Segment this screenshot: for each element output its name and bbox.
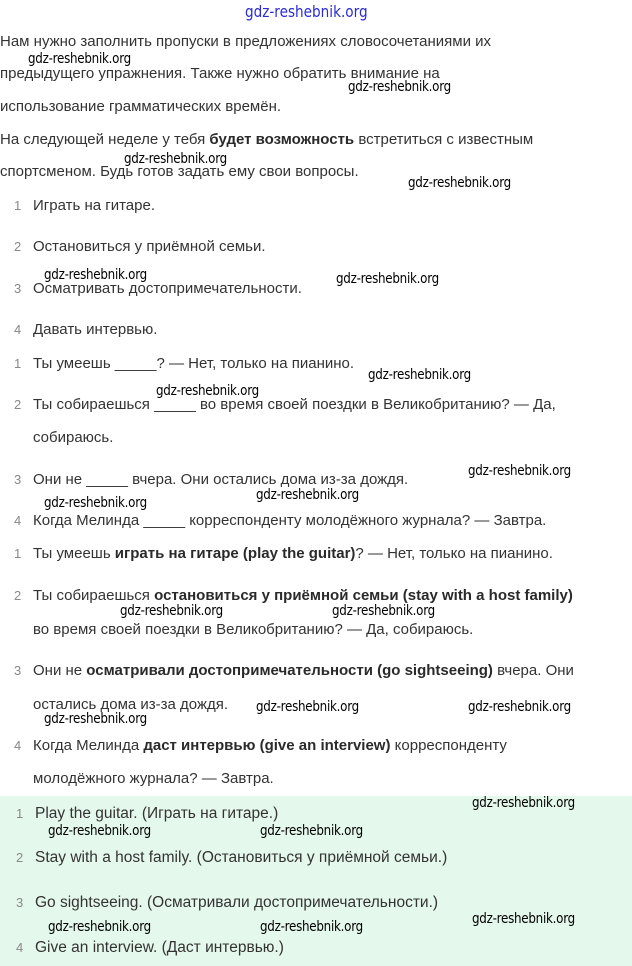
- item-number: 4: [14, 513, 22, 528]
- gap-sentence-cont: собираюсь.: [33, 429, 114, 446]
- watermark: gdz-reshebnik.org: [260, 919, 363, 935]
- watermark: gdz-reshebnik.org: [260, 823, 363, 839]
- watermark: gdz-reshebnik.org: [336, 271, 439, 287]
- phrase-item: Давать интервью.: [33, 321, 158, 338]
- task-line: спортсменом. Будь готов задать ему свои вопросы.: [0, 163, 359, 180]
- watermark: gdz-reshebnik.org: [48, 823, 151, 839]
- answer-item: Give an interview. (Даст интервью.): [35, 939, 284, 956]
- filled-sentence: Ты собираешься остановиться у приёмной семьи (stay with a host family): [33, 587, 573, 604]
- watermark: gdz-reshebnik.org: [44, 267, 147, 283]
- phrase-item: Осматривать достопримечательности.: [33, 280, 302, 297]
- filled-sentence: Ты умеешь играть на гитаре (play the guitar)? — Нет, только на пианино.: [33, 545, 553, 562]
- item-number: 3: [14, 663, 22, 678]
- item-number: 3: [14, 472, 22, 487]
- task-line: На следующей неделе у тебя будет возможность встретиться с известным: [0, 131, 534, 148]
- item-number: 2: [14, 397, 22, 412]
- item-number: 1: [14, 356, 22, 371]
- watermark: gdz-reshebnik.org: [332, 603, 435, 619]
- watermark: gdz-reshebnik.org: [245, 2, 368, 21]
- intro-line: Нам нужно заполнить пропуски в предложениях словосочетаниями их: [0, 33, 492, 50]
- item-number: 1: [16, 806, 24, 821]
- watermark: gdz-reshebnik.org: [368, 367, 471, 383]
- answer-item: Stay with a host family. (Остановиться у приёмной семьи.): [35, 849, 448, 866]
- item-number: 4: [16, 940, 24, 955]
- watermark: gdz-reshebnik.org: [124, 151, 227, 167]
- answer-item: Play the guitar. (Играть на гитаре.): [35, 805, 279, 822]
- item-number: 1: [14, 546, 22, 561]
- watermark: gdz-reshebnik.org: [28, 51, 131, 67]
- watermark: gdz-reshebnik.org: [48, 919, 151, 935]
- phrase-item: Играть на гитаре.: [33, 197, 155, 214]
- watermark: gdz-reshebnik.org: [468, 463, 571, 479]
- watermark: gdz-reshebnik.org: [256, 487, 359, 503]
- watermark: gdz-reshebnik.org: [44, 711, 147, 727]
- item-number: 3: [14, 281, 22, 296]
- watermark: gdz-reshebnik.org: [408, 175, 511, 191]
- gap-sentence: Ты умеешь _____? — Нет, только на пианино.: [33, 355, 355, 372]
- watermark: gdz-reshebnik.org: [120, 603, 223, 619]
- filled-sentence: Они не осматривали достопримечательности (go sightseeing) вчера. Они: [33, 662, 574, 679]
- gap-sentence: Они не _____ вчера. Они остались дома из-за дождя.: [33, 471, 409, 488]
- watermark: gdz-reshebnik.org: [472, 911, 575, 927]
- answer-item: Go sightseeing. (Осматривали достопримечательности.): [35, 894, 439, 911]
- gap-sentence: Когда Мелинда _____ корреспонденту молодёжного журнала? — Завтра.: [33, 512, 547, 529]
- watermark: gdz-reshebnik.org: [256, 699, 359, 715]
- gap-sentence: Ты собираешься _____ во время своей поездки в Великобританию? — Да,: [33, 396, 556, 413]
- item-number: 1: [14, 198, 22, 213]
- watermark: gdz-reshebnik.org: [468, 699, 571, 715]
- filled-sentence-cont: молодёжного журнала? — Завтра.: [33, 770, 274, 787]
- intro-line: использование грамматических времён.: [0, 98, 282, 115]
- filled-sentence-cont: во время своей поездки в Великобританию? — Да, собираюсь.: [33, 621, 474, 638]
- phrase-item: Остановиться у приёмной семьи.: [33, 238, 266, 255]
- watermark: gdz-reshebnik.org: [156, 383, 259, 399]
- item-number: 4: [14, 322, 22, 337]
- watermark: gdz-reshebnik.org: [472, 795, 575, 811]
- item-number: 4: [14, 738, 22, 753]
- watermark: gdz-reshebnik.org: [44, 495, 147, 511]
- item-number: 2: [16, 850, 24, 865]
- filled-sentence: Когда Мелинда даст интервью (give an interview) корреспонденту: [33, 737, 507, 754]
- item-number: 3: [16, 895, 24, 910]
- item-number: 2: [14, 588, 22, 603]
- intro-line: предыдущего упражнения. Также нужно обратить внимание на: [0, 65, 440, 82]
- item-number: 2: [14, 239, 22, 254]
- watermark: gdz-reshebnik.org: [348, 79, 451, 95]
- filled-sentence-cont: остались дома из-за дождя.: [33, 696, 229, 713]
